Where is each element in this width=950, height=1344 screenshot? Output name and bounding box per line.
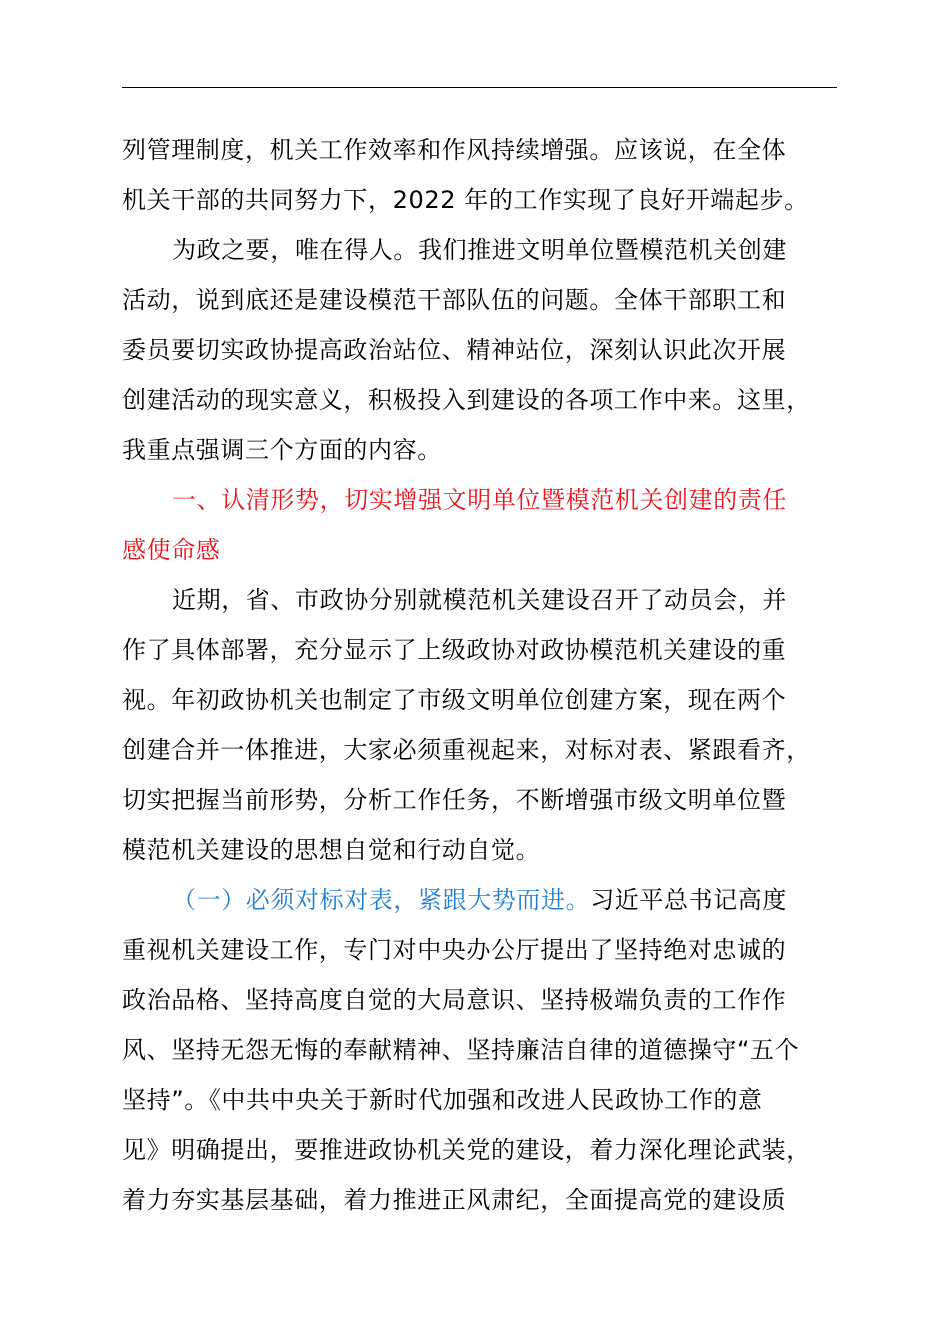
paragraph-line: [172, 885, 912, 915]
paragraph-line: 作了具体部署，充分显示了上级政协对政协模范机关建设的重: [122, 636, 787, 664]
paragraph-line: 创建活动的现实意义，积极投入到建设的各项工作中来。这里，: [122, 386, 811, 414]
paragraph-line: 创建合并一体推进，大家必须重视起来，对标对表、紧跟看齐，: [122, 736, 811, 764]
paragraph-line: 政治品格、坚持高度自觉的大局意识、坚持极端负责的工作作: [122, 986, 787, 1014]
paragraph-line: 切实把握当前形势，分析工作任务，不断增强市级文明单位暨: [122, 786, 787, 814]
paragraph-line: 着力夯实基层基础，着力推进正风肃纪，全面提高党的建设质: [122, 1186, 787, 1214]
paragraph-line: 为政之要，唯在得人。我们推进文明单位暨模范机关创建: [172, 236, 787, 264]
paragraph-line: 视。年初政协机关也制定了市级文明单位创建方案，现在两个: [122, 686, 787, 714]
paragraph-line: 模范机关建设的思想自觉和行动自觉。: [122, 836, 541, 864]
paragraph-line: 重视机关建设工作，专门对中央办公厅提出了坚持绝对忠诚的: [122, 936, 787, 964]
paragraph-line: 近期，省、市政协分别就模范机关建设召开了动员会，并: [172, 586, 787, 614]
paragraph-line: 见》明确提出，要推进政协机关党的建设，着力深化理论武装，: [122, 1136, 811, 1164]
header-rule: [122, 87, 837, 88]
paragraph-line: 机关干部的共同努力下，2022 年的工作实现了良好开端起步。: [122, 186, 809, 214]
subheading: （一）必须对标对表，紧跟大势而进。: [172, 886, 591, 914]
paragraph-line: 我重点强调三个方面的内容。: [122, 436, 442, 464]
paragraph-line: 活动，说到底还是建设模范干部队伍的问题。全体干部职工和: [122, 286, 787, 314]
section-heading: 感使命感: [122, 536, 221, 564]
paragraph-line: 委员要切实政协提高政治站位、精神站位，深刻认识此次开展: [122, 336, 787, 364]
paragraph-line: 列管理制度，机关工作效率和作风持续增强。应该说，在全体: [122, 136, 787, 164]
paragraph-line: 坚持”。《中共中央关于新时代加强和改进人民政协工作的意: [122, 1086, 763, 1114]
section-heading: 一、认清形势，切实增强文明单位暨模范机关创建的责任: [172, 486, 787, 514]
paragraph-line: 风、坚持无怨无悔的奉献精神、坚持廉洁自律的道德操守“五个: [122, 1036, 800, 1064]
paragraph-text: 习近平总书记高度: [590, 886, 788, 914]
